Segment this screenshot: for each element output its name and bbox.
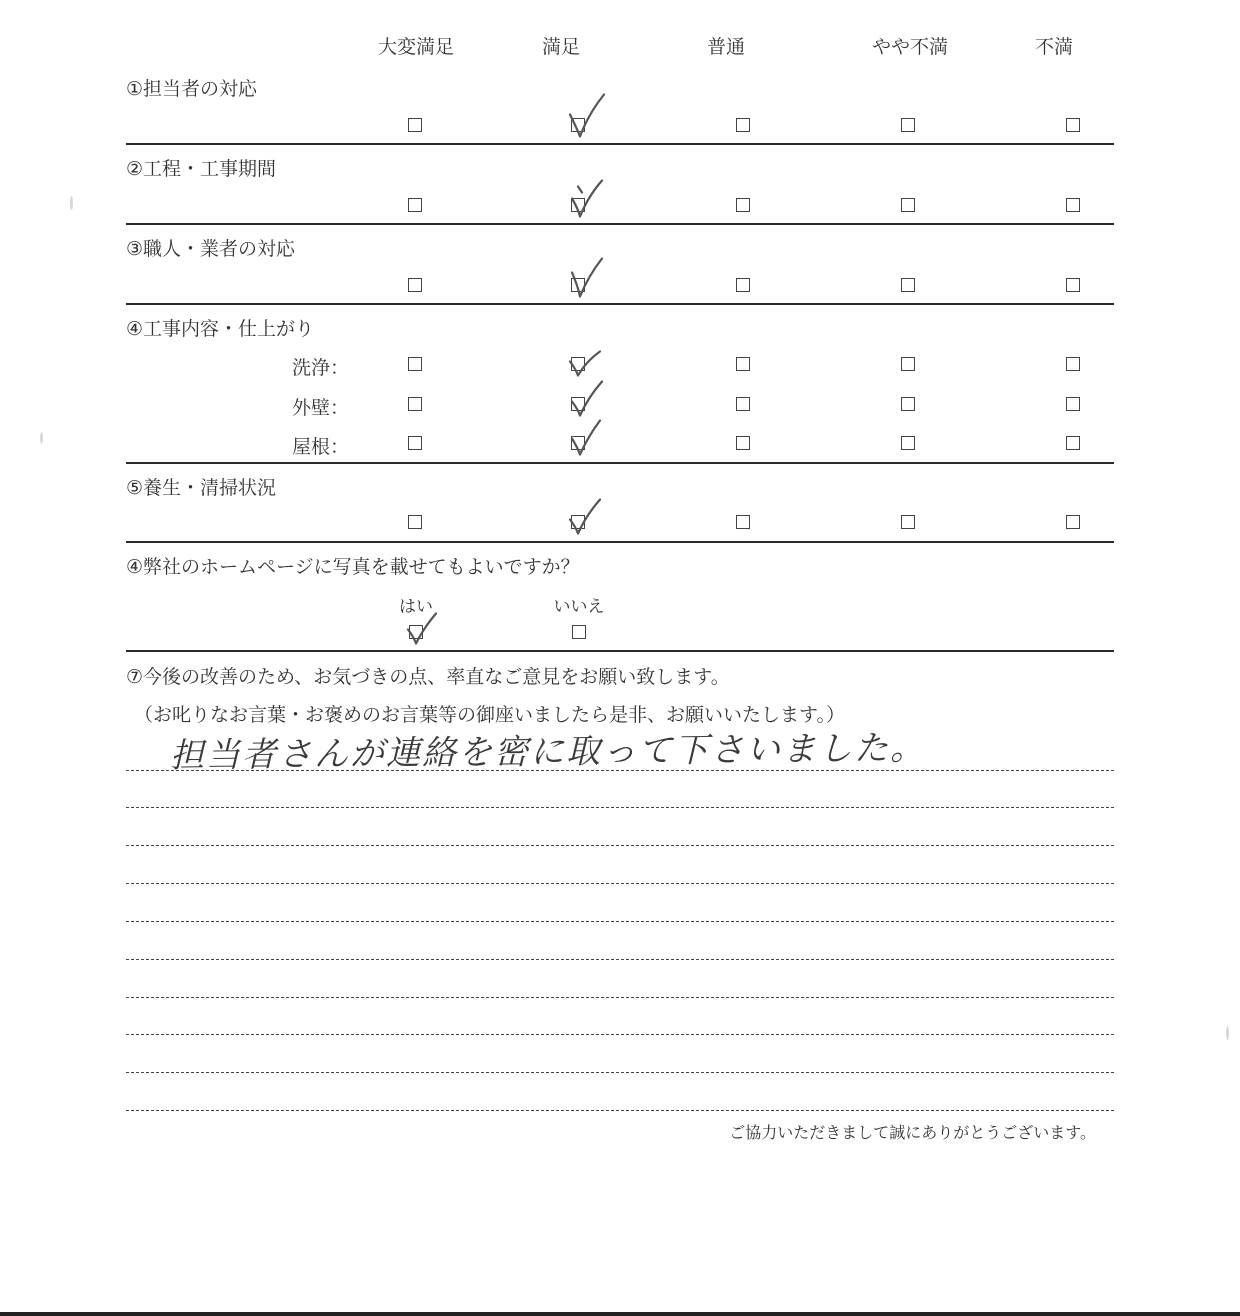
- section-divider: [126, 541, 1114, 543]
- comment-line: [126, 807, 1114, 808]
- comment-line: [126, 921, 1114, 922]
- comment-line: [126, 883, 1114, 884]
- rating-checkbox[interactable]: [736, 436, 750, 450]
- section-divider: [126, 650, 1114, 652]
- rating-checkbox[interactable]: [901, 118, 915, 132]
- rating-checkbox[interactable]: [1066, 198, 1080, 212]
- section-title-work-quality: ④工事内容・仕上がり: [126, 318, 315, 340]
- rating-checkbox[interactable]: [901, 436, 915, 450]
- rating-checkbox[interactable]: [408, 397, 422, 411]
- photo-no-checkbox[interactable]: [572, 625, 586, 639]
- rating-checkbox[interactable]: [1066, 397, 1080, 411]
- comment-line: [126, 997, 1114, 998]
- photo-question-title: ④弊社のホームページに写真を載せてもよいですか？: [126, 556, 580, 578]
- rating-checkbox[interactable]: [736, 397, 750, 411]
- rating-checkbox[interactable]: [408, 515, 422, 529]
- check-mark-icon: [564, 253, 608, 303]
- column-header-very-satisfied: 大変満足: [377, 36, 455, 58]
- section-title-cleanup: ⑤養生・清掃状況: [126, 477, 277, 499]
- rating-checkbox[interactable]: [1066, 436, 1080, 450]
- rating-checkbox[interactable]: [736, 515, 750, 529]
- scan-mark: [70, 196, 73, 210]
- rating-checkbox[interactable]: [1066, 278, 1080, 292]
- comment-line: [126, 845, 1114, 846]
- check-mark-icon: [564, 93, 608, 143]
- column-header-somewhat-dissatisfied: やや不満: [871, 36, 949, 58]
- section-divider: [126, 303, 1114, 305]
- section-divider: [126, 462, 1114, 464]
- rating-checkbox[interactable]: [1066, 357, 1080, 371]
- section-divider: [126, 143, 1114, 145]
- rating-checkbox[interactable]: [408, 436, 422, 450]
- rating-checkbox[interactable]: [1066, 118, 1080, 132]
- section-divider: [126, 223, 1114, 225]
- rating-checkbox[interactable]: [408, 118, 422, 132]
- column-header-neutral: 普通: [706, 36, 746, 58]
- section-title-staff-response: ①担当者の対応: [126, 78, 258, 100]
- handwritten-comment[interactable]: 担当者さんが連絡を密に取って下さいました。: [169, 728, 927, 776]
- rating-checkbox[interactable]: [408, 278, 422, 292]
- section-title-craftsmen-response: ③職人・業者の対応: [126, 238, 296, 260]
- rating-checkbox[interactable]: [1066, 515, 1080, 529]
- rating-checkbox[interactable]: [901, 357, 915, 371]
- scan-mark: [40, 432, 43, 444]
- comment-line: [126, 959, 1114, 960]
- rating-checkbox[interactable]: [408, 198, 422, 212]
- column-header-satisfied: 満足: [541, 36, 581, 58]
- rating-checkbox[interactable]: [901, 278, 915, 292]
- scan-mark: [1226, 1026, 1229, 1040]
- comment-prompt: ⑦今後の改善のため、お気づきの点、率直なご意見をお願い致します。: [126, 666, 730, 688]
- rating-checkbox[interactable]: [408, 357, 422, 371]
- rating-checkbox[interactable]: [901, 515, 915, 529]
- row-label-exterior-wall: 外壁：: [292, 397, 350, 419]
- rating-checkbox[interactable]: [901, 198, 915, 212]
- row-label-roof: 屋根：: [292, 436, 350, 458]
- comment-line: [126, 1034, 1114, 1035]
- rating-checkbox[interactable]: [736, 357, 750, 371]
- check-mark-icon: [564, 173, 608, 223]
- check-mark-icon: [564, 411, 608, 461]
- scan-edge: [0, 1312, 1240, 1316]
- comment-line: [126, 1072, 1114, 1073]
- comment-prompt-note: （お叱りなお言葉・お褒めのお言葉等の御座いましたら是非、お願いいたします。）: [134, 704, 845, 726]
- comment-line: [126, 1110, 1114, 1111]
- photo-no-label: いいえ: [553, 597, 605, 617]
- comment-line: [126, 770, 1114, 771]
- row-label-washing: 洗浄：: [292, 357, 350, 379]
- column-header-dissatisfied: 不満: [1034, 36, 1074, 58]
- rating-checkbox[interactable]: [736, 198, 750, 212]
- thank-you-note: ご協力いただきまして誠にありがとうございます。: [729, 1123, 1096, 1142]
- check-mark-icon: [402, 600, 446, 650]
- section-title-schedule: ②工程・工事期間: [126, 158, 277, 180]
- photo-yes-label: はい: [399, 597, 433, 617]
- rating-checkbox[interactable]: [736, 118, 750, 132]
- rating-checkbox[interactable]: [901, 397, 915, 411]
- check-mark-icon: [564, 490, 608, 540]
- rating-checkbox[interactable]: [736, 278, 750, 292]
